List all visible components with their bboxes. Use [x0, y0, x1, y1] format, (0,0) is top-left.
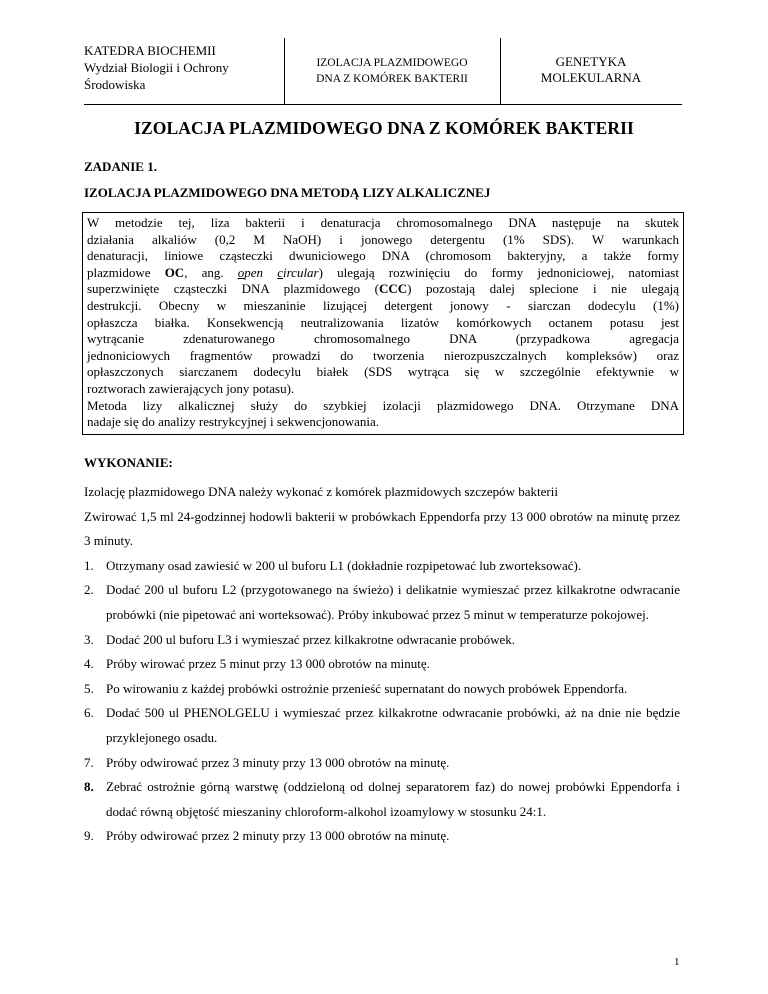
- list-item: [84, 628, 680, 653]
- list-item: [84, 775, 680, 824]
- page-header: [84, 38, 682, 105]
- intro-line: opłaszczonych siarczanem dodecylu białek (SDS wytrąca się w szczególnie efektywnie w: [87, 364, 679, 380]
- step-number: 8.: [84, 779, 94, 795]
- intro-line: destrukcji. Obecny w mieszaninie lizującej detergent jonowy - siarczan dodecylu (1%): [87, 297, 679, 313]
- step-text: Zebrać ostrożnie górną warstwę (oddzieloną od dolnej separatorem faz) do nowej probówki Eppendorfa i dodać równą objętość mieszaniny chloroform-alkohol izoamylowy w stosunku 24:1.: [106, 779, 680, 819]
- header-divider: [500, 38, 501, 104]
- procedure-pre: Zwirować 1,5 ml 24-godzinnej hodowli bakterii w probówkach Eppendorfa przy 13 000 obrotów na minutę przez 3 minuty.: [84, 508, 680, 549]
- list-item: [84, 652, 680, 677]
- header-topic-line1: IZOLACJA PLAZMIDOWEGO: [316, 57, 468, 69]
- step-number: 5.: [84, 680, 94, 696]
- step-number: 3.: [84, 631, 94, 647]
- list-item: [84, 554, 680, 579]
- step-text: Próby odwirować przez 2 minuty przy 13 000 obrotów na minutę.: [106, 828, 450, 844]
- header-institution: [84, 38, 284, 104]
- task-label: ZADANIE 1.: [84, 159, 157, 174]
- header-divider: [284, 38, 285, 104]
- header-topic: [284, 38, 500, 104]
- intro-line: wytrącanie zdenaturowanego chromosomalnego DNA (przypadkowa agregacja: [87, 331, 679, 347]
- list-item: [84, 751, 680, 776]
- intro-line: jednoniciowych fragmentów prowadzi do tworzenia nierozpuszczalnych kompleksów) oraz: [87, 347, 679, 363]
- step-number: 7.: [84, 754, 94, 770]
- header-course-line1: GENETYKA: [555, 54, 627, 69]
- procedure-label: WYKONANIE:: [84, 455, 173, 470]
- procedure-body: [84, 480, 680, 849]
- list-item: [84, 824, 680, 849]
- step-text: Próby odwirować przez 3 minuty przy 13 000 obrotów na minutę.: [106, 754, 450, 770]
- list-item: [84, 701, 680, 750]
- list-item: [84, 677, 680, 702]
- intro-line: W metodzie tej, liza bakterii i denaturacja chromosomalnego DNA następuje na skutek: [87, 215, 679, 230]
- header-topic-line2: DNA Z KOMÓREK BAKTERII: [316, 73, 468, 85]
- intro-box: [82, 212, 684, 435]
- list-item: [84, 578, 680, 627]
- intro-line: roztworach zawierających jony potasu).: [87, 380, 295, 396]
- intro-line: plazmidowe OC, ang. open circular) ulegają rozwinięciu do formy jednoniciowej, natomiast: [87, 264, 679, 280]
- step-text: Próby wirować przez 5 minut przy 13 000 obrotów na minutę.: [106, 656, 430, 672]
- page-number: 1: [674, 956, 680, 968]
- header-course-line2: MOLEKULARNA: [540, 70, 642, 85]
- step-text: Dodać 200 ul buforu L2 (przygotowanego na świeżo) i delikatnie wymieszać przez kilkakrotne odwracanie probówki (nie pipetować ani worteksować). Próby inkubować przez 5 minut w temperaturze pokojowej.: [106, 582, 680, 622]
- step-text: Otrzymany osad zawiesić w 200 ul buforu L1 (dokładnie rozpipetować lub zworteksować).: [106, 557, 582, 573]
- step-text: Po wirowaniu z każdej probówki ostrożnie przenieść supernatant do nowych probówek Eppendorfa.: [106, 680, 628, 696]
- intro-line: działania alkaliów (0,2 M NaOH) i jonowego detergentu (1% SDS). W warunkach: [87, 231, 679, 247]
- header-faculty-line2: Środowiska: [84, 77, 146, 92]
- procedure-intro: Izolację plazmidowego DNA należy wykonać z komórek plazmidowych szczepów bakterii: [84, 484, 558, 499]
- header-faculty-line1: Wydział Biologii i Ochrony: [84, 60, 229, 75]
- header-course: [500, 38, 682, 104]
- step-number: 6.: [84, 705, 94, 721]
- step-number: 2.: [84, 582, 94, 598]
- intro-line: opłaszcza białka. Konsekwencją neutralizowania lizatów komórkowych octanem potasu jest: [87, 314, 679, 330]
- step-number: 4.: [84, 656, 94, 672]
- document-title: IZOLACJA PLAZMIDOWEGO DNA Z KOMÓREK BAKTERII: [134, 118, 634, 138]
- step-number: 9.: [84, 828, 94, 844]
- step-text: Dodać 200 ul buforu L3 i wymieszać przez kilkakrotne odwracanie probówek.: [106, 631, 515, 647]
- intro-line: denaturacji, liniowe cząsteczki dwuniciowego DNA (chromosom bakteryjny, a także formy: [87, 248, 679, 264]
- step-number: 1.: [84, 557, 94, 573]
- step-text: Dodać 500 ul PHENOLGELU i wymieszać przez kilkakrotne odwracanie probówki, aż na dnie nie będzie przyklejonego osadu.: [106, 705, 680, 745]
- intro-line: Metoda lizy alkalicznej służy do szybkiej izolacji plazmidowego DNA. Otrzymane DNA: [87, 397, 679, 413]
- intro-line: superzwinięte cząsteczki DNA plazmidowego (CCC) pozostają dalej splecione i nie ulegają: [87, 281, 679, 297]
- intro-line: nadaje się do analizy restrykcyjnej i sekwencjonowania.: [87, 414, 380, 430]
- task-title: IZOLACJA PLAZMIDOWEGO DNA METODĄ LIZY ALKALICZNEJ: [84, 185, 491, 200]
- header-dept: KATEDRA BIOCHEMII: [84, 43, 216, 58]
